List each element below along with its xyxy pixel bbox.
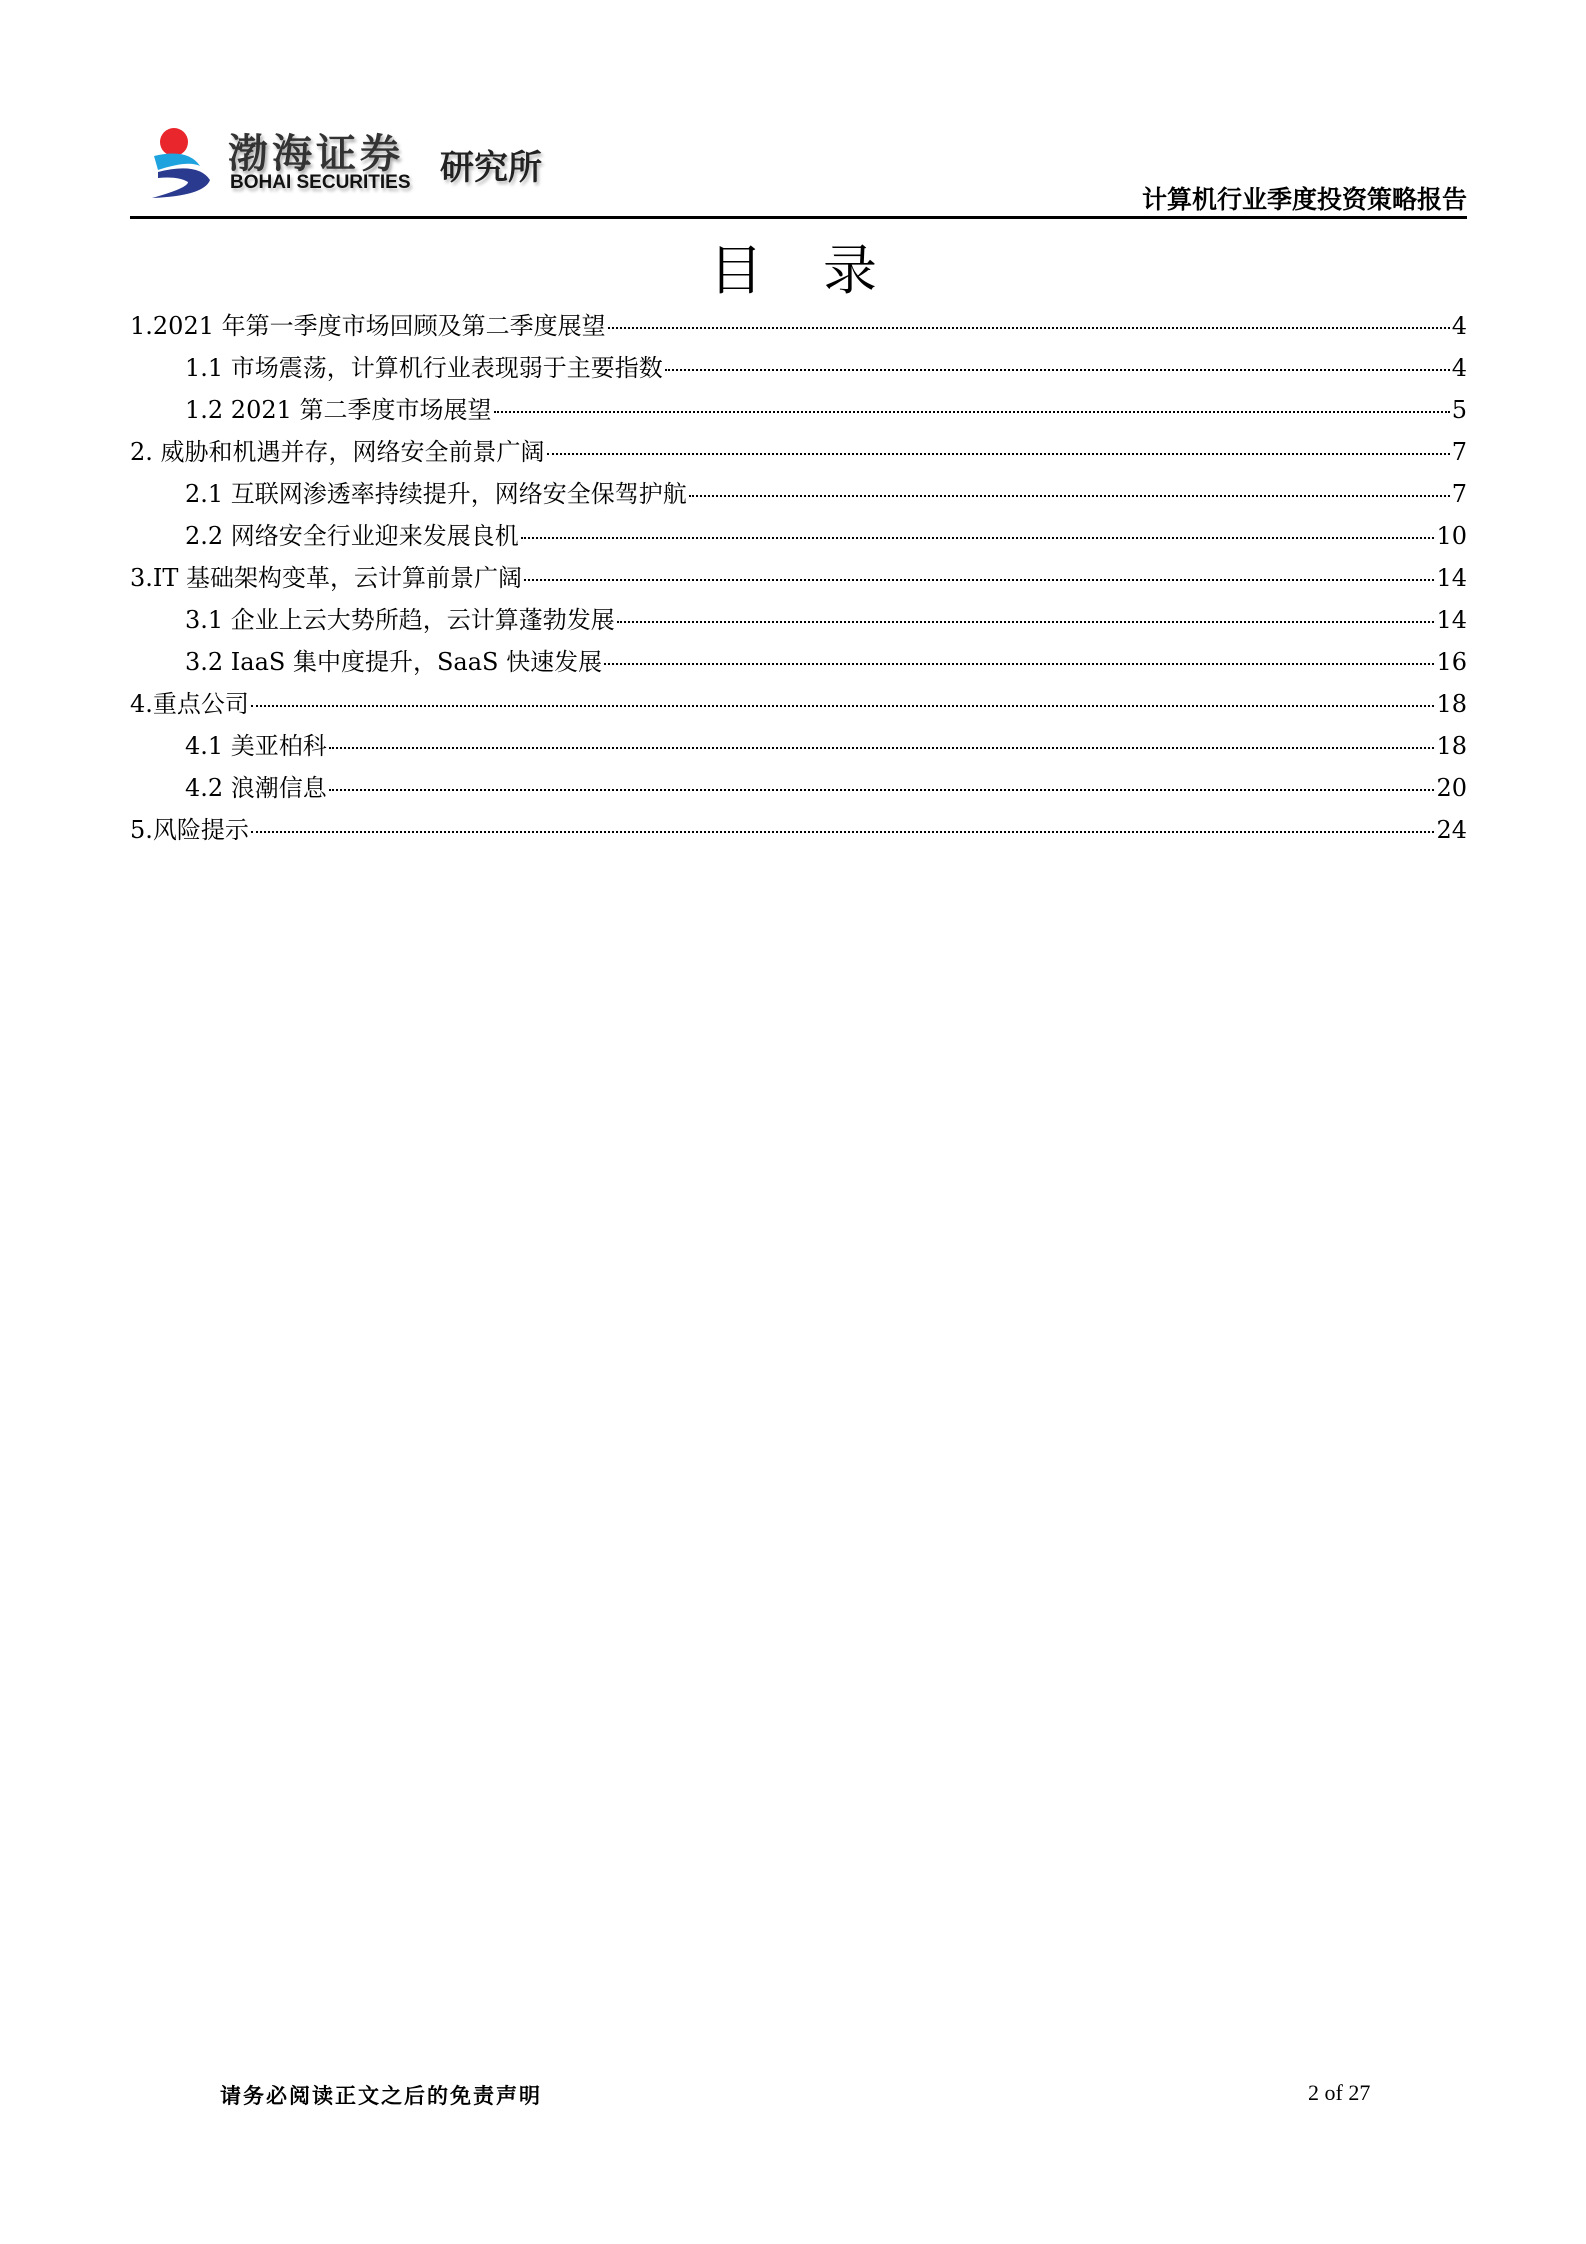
toc-entry[interactable] — [130, 684, 1467, 726]
toc-title: 目录 — [709, 239, 937, 302]
header-divider — [130, 216, 1467, 219]
toc-entry-page: 16 — [1436, 648, 1467, 676]
toc-leader-dots — [689, 495, 1450, 497]
toc-entry[interactable] — [130, 642, 1467, 684]
toc-entry-label: 1.2021 年第一季度市场回顾及第二季度展望 — [130, 312, 606, 340]
toc-entry-label: 2.2 网络安全行业迎来发展良机 — [185, 522, 519, 550]
toc-entry[interactable] — [130, 726, 1467, 768]
toc-entry-label: 4.1 美亚柏科 — [185, 732, 327, 760]
toc-entry[interactable] — [130, 474, 1467, 516]
toc-entry-label: 5.风险提示 — [130, 816, 249, 844]
toc-leader-dots — [665, 369, 1450, 371]
toc-entry[interactable] — [130, 348, 1467, 390]
toc-entry-page: 4 — [1451, 312, 1467, 340]
toc-entry-page: 18 — [1436, 690, 1467, 718]
toc-entry[interactable] — [130, 432, 1467, 474]
toc-entry[interactable] — [130, 810, 1467, 852]
toc-leader-dots — [251, 831, 1435, 833]
toc-entry[interactable] — [130, 306, 1467, 348]
toc-entry-label: 2. 威胁和机遇并存，网络安全前景广阔 — [130, 438, 545, 466]
toc-entry-page: 20 — [1436, 774, 1467, 802]
toc-entry-page: 7 — [1451, 438, 1467, 466]
toc-leader-dots — [524, 579, 1434, 581]
toc-leader-dots — [329, 789, 1435, 791]
institute-label: 研究所 — [440, 148, 542, 188]
toc-entry-page: 18 — [1436, 732, 1467, 760]
toc-entry-page: 4 — [1451, 354, 1467, 382]
toc-leader-dots — [494, 411, 1450, 413]
toc-entry[interactable] — [130, 558, 1467, 600]
toc-entry-label: 3.2 IaaS 集中度提升，SaaS 快速发展 — [185, 648, 603, 676]
toc-entry-label: 3.IT 基础架构变革，云计算前景广阔 — [130, 564, 523, 592]
toc-entry-page: 24 — [1436, 816, 1467, 844]
toc-leader-dots — [547, 453, 1450, 455]
toc-leader-dots — [604, 663, 1434, 665]
page-indicator: 2 of 27 — [1308, 2080, 1371, 2105]
bohai-securities-logo — [148, 122, 448, 202]
logo-chinese-name: 渤海证券 — [228, 131, 404, 177]
toc-entry[interactable] — [130, 516, 1467, 558]
toc-entry[interactable] — [130, 768, 1467, 810]
toc-entry-page: 14 — [1436, 564, 1467, 592]
toc-leader-dots — [329, 747, 1435, 749]
toc-entry-page: 5 — [1451, 396, 1467, 424]
table-of-contents — [130, 306, 1467, 852]
toc-leader-dots — [617, 621, 1435, 623]
toc-entry-page: 10 — [1436, 522, 1467, 550]
toc-entry-page: 14 — [1436, 606, 1467, 634]
toc-entry[interactable] — [130, 390, 1467, 432]
toc-entry-label: 2.1 互联网渗透率持续提升，网络安全保驾护航 — [185, 480, 687, 508]
report-title: 计算机行业季度投资策略报告 — [1141, 185, 1467, 214]
toc-entry-label: 4.2 浪潮信息 — [185, 774, 327, 802]
toc-leader-dots — [521, 537, 1435, 539]
toc-entry-label: 1.1 市场震荡，计算机行业表现弱于主要指数 — [185, 354, 663, 382]
toc-entry-label: 3.1 企业上云大势所趋，云计算蓬勃发展 — [185, 606, 615, 634]
footer-disclaimer: 请务必阅读正文之后的免责声明 — [220, 2084, 542, 2108]
toc-entry-label: 1.2 2021 第二季度市场展望 — [185, 396, 492, 424]
toc-entry-label: 4.重点公司 — [130, 690, 249, 718]
toc-leader-dots — [251, 705, 1435, 707]
toc-entry-page: 7 — [1451, 480, 1467, 508]
logo-english-name: BOHAI SECURITIES — [230, 172, 411, 193]
toc-entry[interactable] — [130, 600, 1467, 642]
toc-leader-dots — [608, 327, 1450, 329]
logo-mark-icon — [148, 126, 220, 200]
